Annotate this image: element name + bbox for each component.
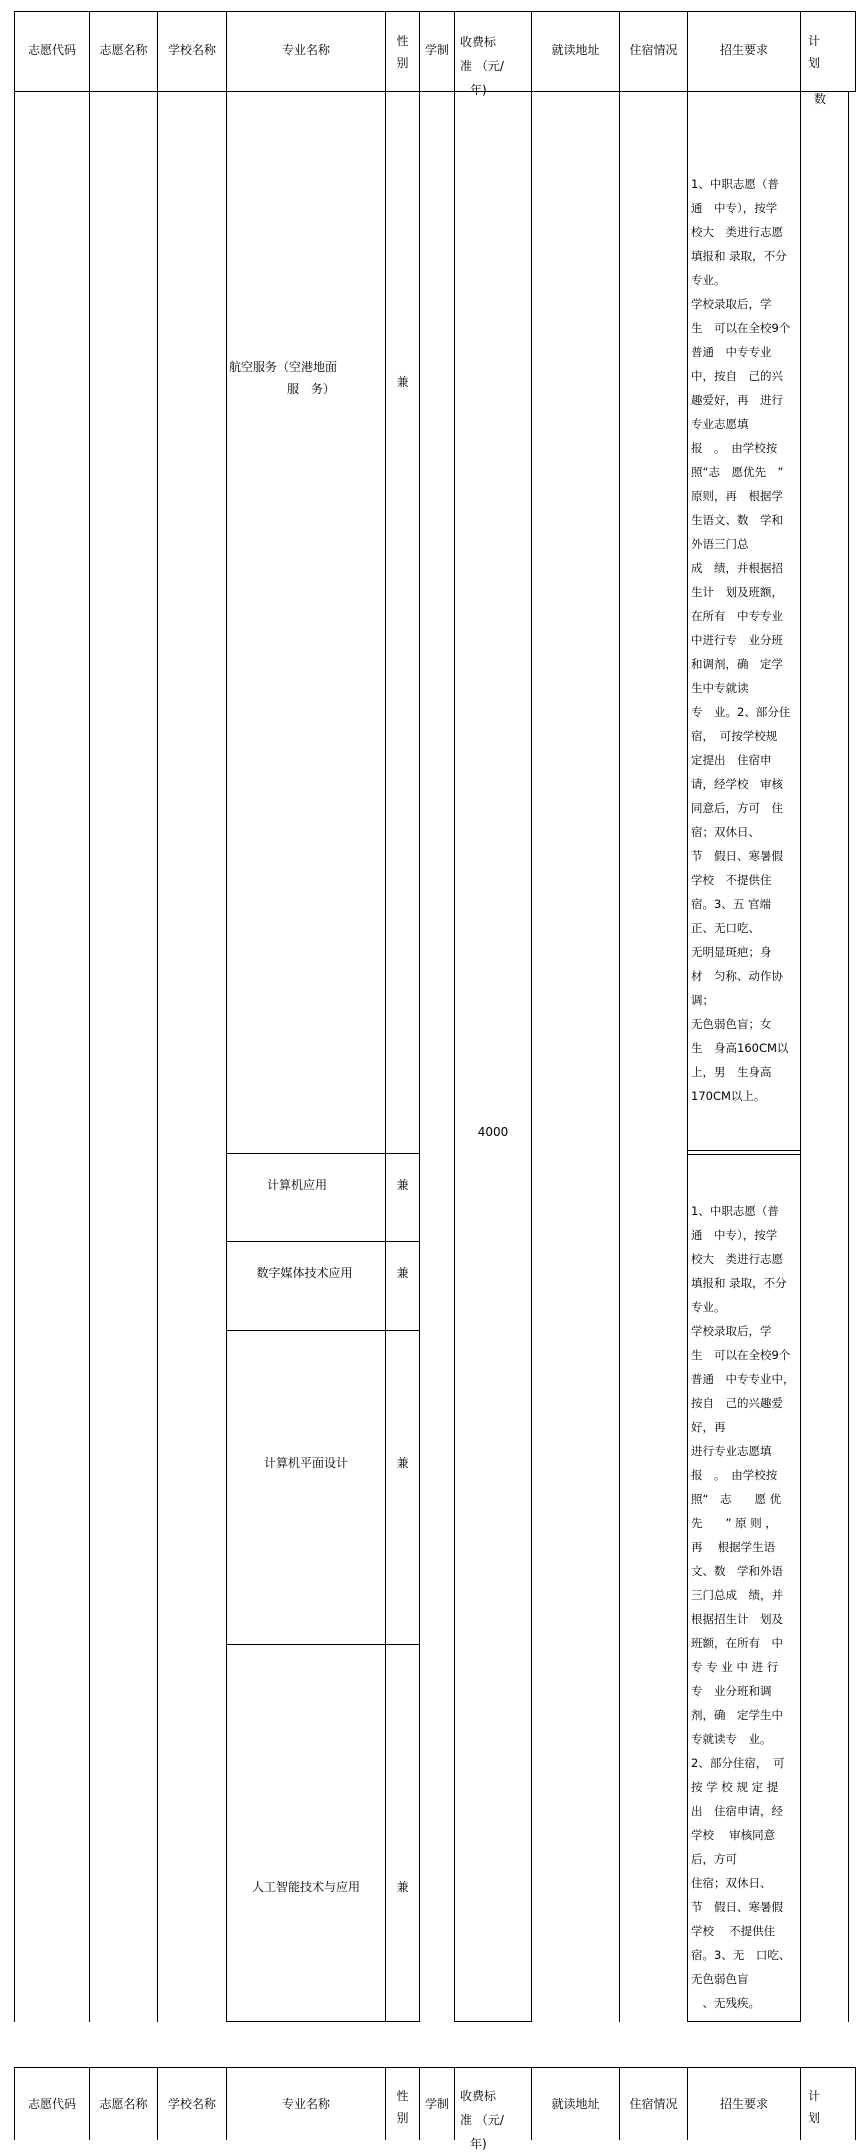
major-name: 计算机平面设计	[263, 1456, 348, 1470]
requirement-line: 宿；双休日、	[691, 825, 760, 839]
requirement-line: 生语文、数 学和	[691, 513, 783, 527]
major-row-divider	[226, 1330, 419, 1331]
requirement-line: 生 身高160CM以	[691, 1041, 789, 1055]
requirement-line: 请，经学校 审核	[691, 777, 783, 791]
requirement-line: 专 业分班和调	[691, 1684, 772, 1698]
header-major: 专业名称	[281, 43, 330, 57]
col-line	[89, 11, 90, 2022]
requirements-block-1	[691, 172, 799, 1108]
requirement-line: 按 学 校 规 定 提	[691, 1780, 779, 1794]
requirement-line: 宿。3、五 官端	[691, 897, 771, 911]
requirement-line: 1、中职志愿（普	[691, 1204, 779, 1218]
requirement-line: 无色弱色盲；女	[691, 1017, 772, 1031]
requirement-line: 材 匀称、动作协	[691, 969, 783, 983]
requirement-line: 班额，在所有 中	[691, 1636, 783, 1650]
requirement-line: 校大 类进行志愿	[691, 1252, 783, 1266]
requirement-line: 同意后，方可 住	[691, 801, 783, 815]
header-requirements: 招生要求	[719, 43, 768, 57]
requirement-line: 趣爱好，再 进行	[691, 393, 783, 407]
requirement-line: 成 绩，并根据招	[691, 561, 783, 575]
major-name: 数字媒体技术应用	[256, 1266, 353, 1280]
fee-cell-bottom	[454, 2021, 531, 2022]
major-gender: 兼	[396, 375, 409, 389]
table2-header-fee	[460, 2084, 530, 2156]
header-fee	[460, 30, 530, 102]
header-name: 志愿名称	[99, 43, 148, 57]
requirement-line: 外语三门总	[691, 537, 749, 551]
header-gender	[386, 30, 419, 74]
requirement-line: 照“志 愿优先 ”	[691, 465, 784, 479]
col-line	[855, 11, 856, 91]
requirement-line: 后，方可	[691, 1852, 737, 1866]
table2-header-fee-line: 准 （元/	[460, 2113, 504, 2127]
table2-header-duration: 学制	[424, 2097, 449, 2111]
header-school: 学校名称	[167, 43, 216, 57]
requirement-line: 生中专就读	[691, 681, 749, 695]
header-plan-line: 划	[808, 56, 821, 70]
header-address: 就读地址	[551, 43, 600, 57]
table2-header-dorm: 住宿情况	[629, 2097, 678, 2111]
requirement-line: 、无残疾。	[691, 1996, 760, 2010]
table2-header-name: 志愿名称	[99, 2097, 148, 2111]
table2-header-gender-line: 性	[396, 2089, 409, 2103]
requirement-line: 住宿；双休日、	[691, 1876, 772, 1890]
header-duration: 学制	[424, 43, 449, 57]
header-dorm: 住宿情况	[629, 43, 678, 57]
requirement-line: 无明显斑疤；身	[691, 945, 772, 959]
requirement-line: 学校录取后，学	[691, 297, 772, 311]
table-2-top-border	[14, 2067, 856, 2068]
table-1-bottom-border	[226, 2021, 419, 2022]
table2-header-fee-line: 年)	[470, 2137, 487, 2151]
requirement-line: 普通 中专专业	[691, 345, 772, 359]
major-row-divider	[226, 1241, 419, 1242]
requirement-line: 学校 不提供住	[691, 873, 772, 887]
col-line	[454, 11, 455, 2022]
requirement-line: 学校 审核同意	[691, 1828, 776, 1842]
table2-header-code: 志愿代码	[27, 2097, 76, 2111]
table2-header-gender-line: 别	[396, 2111, 409, 2125]
major-name: 人工智能技术与应用	[251, 1880, 360, 1894]
table-1-top-border	[14, 11, 856, 12]
col-line	[385, 11, 386, 2022]
requirement-line: 先 ” 原 则 ，	[691, 1516, 777, 1530]
header-plan-line: 数	[814, 92, 827, 106]
requirement-line: 照“ 志 愿 优	[691, 1492, 782, 1506]
requirement-line: 校大 类进行志愿	[691, 225, 783, 239]
col-line	[687, 11, 688, 2022]
requirement-line: 根据招生计 划及	[691, 1612, 783, 1626]
major-gender: 兼	[396, 1456, 409, 1470]
requirement-line: 无色弱色盲	[691, 1972, 749, 1986]
requirement-line: 中，按自 己的兴	[691, 369, 783, 383]
header-code: 志愿代码	[27, 43, 76, 57]
major-gender: 兼	[396, 1266, 409, 1280]
requirement-line: 节 假日、寒暑假	[691, 849, 783, 863]
major-gender: 兼	[396, 1880, 409, 1894]
requirement-line: 再 根据学生语	[691, 1540, 776, 1554]
requirement-line: 在所有 中专专业	[691, 609, 783, 623]
table2-header-address: 就读地址	[551, 2097, 600, 2111]
requirement-line: 专业志愿填	[691, 417, 749, 431]
requirement-line: 通 中专），按学	[691, 1228, 778, 1242]
col-line	[848, 91, 849, 2022]
requirement-line: 定提出 住宿申	[691, 753, 772, 767]
requirement-line: 文、数 学和外语	[691, 1564, 783, 1578]
major-name-line: 航空服务（空港地面	[229, 360, 338, 374]
req-box-2-bottom	[687, 2021, 800, 2022]
table2-header-fee-line: 收费标	[460, 2089, 497, 2103]
header-fee-line: 年)	[470, 83, 487, 97]
major-name: 计算机应用	[266, 1178, 327, 1192]
requirement-line: 填报和 录取，不分	[691, 249, 787, 263]
requirement-line: 宿， 可按学校规	[691, 729, 778, 743]
requirement-line: 中进行专 业分班	[691, 633, 783, 647]
requirement-line: 报 。 由学校按	[691, 441, 778, 455]
col-line	[800, 11, 801, 2022]
requirement-line: 出 住宿申请，经	[691, 1804, 783, 1818]
req-box-1-bottom	[687, 1150, 800, 1151]
header-plan	[808, 30, 848, 110]
requirement-line: 上，男 生身高	[691, 1065, 772, 1079]
requirement-line: 170CM以上。	[691, 1089, 766, 1103]
table2-header-requirements: 招生要求	[719, 2097, 768, 2111]
table2-header-plan-line: 计	[808, 2089, 821, 2103]
col-line	[226, 11, 227, 2022]
requirement-line: 生 可以在全校9个	[691, 321, 791, 335]
major-row-divider	[226, 1644, 419, 1645]
table2-header-major: 专业名称	[281, 2097, 330, 2111]
major-name-line: 服 务）	[287, 382, 336, 396]
fee-value: 4000	[477, 1125, 509, 1139]
requirement-line: 剂，确 定学生中	[691, 1708, 783, 1722]
req-box-2-top	[687, 1154, 800, 1155]
requirements-block-2	[691, 1199, 799, 2015]
requirement-line: 学校 不提供住	[691, 1924, 776, 1938]
requirement-line: 三门总成 绩，并	[691, 1588, 783, 1602]
requirement-line: 专 业。2、部分住	[691, 705, 791, 719]
table2-header-plan	[808, 2085, 848, 2129]
col-line	[454, 2067, 455, 2140]
requirement-line: 按自 己的兴趣爱	[691, 1396, 783, 1410]
col-line	[800, 2067, 801, 2140]
header-plan-line: 计	[808, 34, 821, 48]
major-gender: 兼	[396, 1178, 409, 1192]
requirement-line: 专业。	[691, 273, 726, 287]
requirement-line: 填报和 录取，不分	[691, 1276, 787, 1290]
col-line	[619, 11, 620, 2022]
requirement-line: 节 假日、寒暑假	[691, 1900, 783, 1914]
requirement-line: 宿。3、无 口吃、	[691, 1948, 791, 1962]
requirement-line: 1、中职志愿（普	[691, 177, 779, 191]
header-fee-line: 准 （元/	[460, 59, 504, 73]
table2-header-gender	[386, 2085, 419, 2129]
requirement-line: 进行专业志愿填	[691, 1444, 772, 1458]
requirement-line: 2、部分住宿， 可	[691, 1756, 785, 1770]
requirement-line: 专 专 业 中 进 行	[691, 1660, 779, 1674]
major-name	[229, 356, 383, 400]
header-gender-line: 性	[396, 34, 409, 48]
requirement-line: 报 。 由学校按	[691, 1468, 778, 1482]
table2-header-school: 学校名称	[167, 2097, 216, 2111]
col-line	[157, 11, 158, 2022]
col-line	[531, 11, 532, 2022]
col-line	[855, 2067, 856, 2140]
requirement-line: 和调剂，确 定学	[691, 657, 783, 671]
major-row-divider	[226, 1153, 419, 1154]
requirement-line: 生 可以在全校9个	[691, 1348, 791, 1362]
table-1-header-divider	[14, 91, 856, 92]
requirement-line: 调；	[691, 993, 714, 1007]
requirement-line: 通 中专），按学	[691, 201, 778, 215]
requirement-line: 正、无口吃、	[691, 921, 760, 935]
col-line	[419, 11, 420, 2022]
col-line	[14, 11, 15, 2022]
requirement-line: 普通 中专专业中，	[691, 1372, 795, 1386]
header-fee-line: 收费标	[460, 35, 497, 49]
header-plan-line	[808, 74, 848, 88]
header-gender-line: 别	[396, 56, 409, 70]
requirement-line: 学校录取后，学	[691, 1324, 772, 1338]
requirement-line: 专业。	[691, 1300, 726, 1314]
requirement-line: 专就读专 业。	[691, 1732, 772, 1746]
table2-header-plan-line: 划	[808, 2111, 821, 2125]
requirement-line: 好，再	[691, 1420, 726, 1434]
requirement-line: 生计 划及班额，	[691, 585, 783, 599]
requirement-line: 原则，再 根据学	[691, 489, 783, 503]
